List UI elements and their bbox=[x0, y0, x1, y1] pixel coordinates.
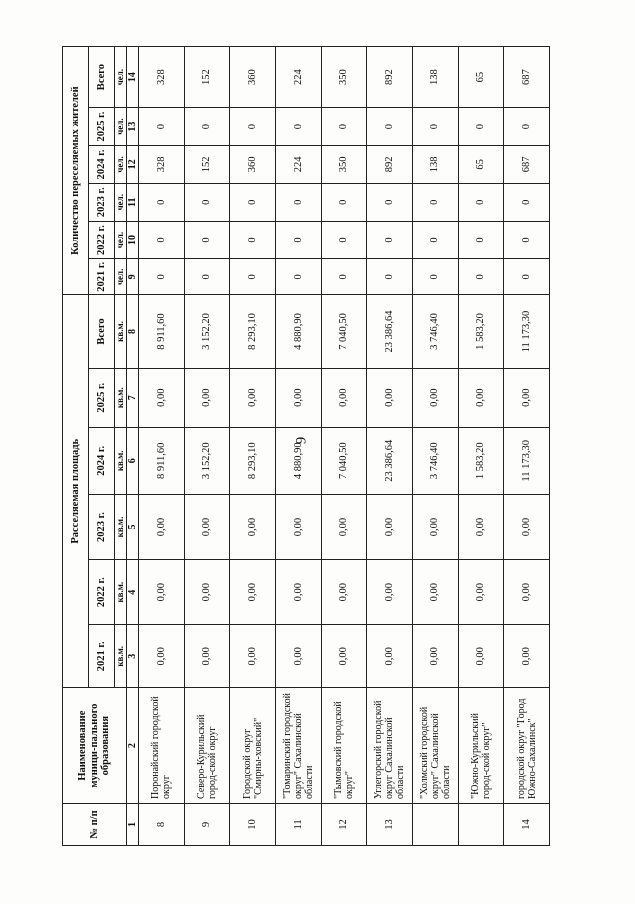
column-index: 6 bbox=[127, 427, 139, 494]
header-no: № п/п bbox=[63, 803, 127, 845]
people-value: 892 bbox=[367, 47, 413, 108]
area-value: 0,00 bbox=[184, 560, 230, 625]
people-value: 0 bbox=[230, 108, 276, 146]
people-value: 0 bbox=[275, 221, 321, 259]
area-value: 1 583,20 bbox=[458, 295, 504, 369]
row-number: 10 bbox=[230, 803, 276, 845]
area-value: 3 746,40 bbox=[412, 295, 458, 369]
column-index: 12 bbox=[127, 145, 139, 183]
table-row bbox=[230, 47, 276, 846]
people-value: 360 bbox=[230, 47, 276, 108]
area-value: 3 152,20 bbox=[184, 427, 230, 494]
header-area-year: 2023 г. bbox=[89, 494, 115, 559]
area-value: 11 173,30 bbox=[504, 295, 550, 369]
area-value: 0,00 bbox=[275, 560, 321, 625]
area-value: 0,00 bbox=[139, 625, 185, 688]
area-value: 0,00 bbox=[367, 368, 413, 427]
area-value: 0,00 bbox=[458, 368, 504, 427]
column-index: 3 bbox=[127, 625, 139, 688]
area-value: 7 040,50 bbox=[321, 427, 367, 494]
area-value: 0,00 bbox=[412, 560, 458, 625]
header-area-unit: кв.м. bbox=[115, 368, 127, 427]
people-value: 0 bbox=[367, 183, 413, 221]
area-value: 3 746,40 bbox=[412, 427, 458, 494]
column-index: 7 bbox=[127, 368, 139, 427]
row-number bbox=[412, 803, 458, 845]
municipality-name: Поронайский городской округ bbox=[139, 688, 185, 804]
people-value: 0 bbox=[367, 259, 413, 295]
people-value: 0 bbox=[275, 108, 321, 146]
people-value: 0 bbox=[504, 221, 550, 259]
people-value: 0 bbox=[367, 108, 413, 146]
area-value: 0,00 bbox=[275, 625, 321, 688]
people-value: 328 bbox=[139, 145, 185, 183]
column-index: 4 bbox=[127, 560, 139, 625]
area-value: 0,00 bbox=[367, 560, 413, 625]
column-index: 2 bbox=[127, 688, 139, 804]
people-value: 0 bbox=[139, 221, 185, 259]
header-area-unit: кв.м. bbox=[115, 494, 127, 559]
area-value: 0,00 bbox=[504, 368, 550, 427]
area-value: 0,00 bbox=[139, 560, 185, 625]
area-value: 0,00 bbox=[230, 494, 276, 559]
people-value: 0 bbox=[458, 108, 504, 146]
municipality-name: "Тымовский городской округ" bbox=[321, 688, 367, 804]
area-value: 0,00 bbox=[321, 625, 367, 688]
people-value: 0 bbox=[321, 183, 367, 221]
header-area-unit: кв.м. bbox=[115, 295, 127, 369]
people-value: 138 bbox=[412, 47, 458, 108]
table-row bbox=[321, 47, 367, 846]
people-value: 0 bbox=[321, 108, 367, 146]
area-value: 0,00 bbox=[367, 625, 413, 688]
people-value: 0 bbox=[412, 221, 458, 259]
people-value: 152 bbox=[184, 145, 230, 183]
people-value: 224 bbox=[275, 145, 321, 183]
people-value: 0 bbox=[412, 183, 458, 221]
header-people-year: 2023 г. bbox=[89, 183, 115, 221]
people-value: 0 bbox=[458, 183, 504, 221]
area-value: 0,00 bbox=[230, 560, 276, 625]
people-value: 0 bbox=[458, 259, 504, 295]
header-people-unit: чел. bbox=[115, 47, 127, 108]
people-value: 0 bbox=[230, 221, 276, 259]
people-value: 0 bbox=[139, 259, 185, 295]
column-index: 1 bbox=[127, 803, 139, 845]
page-number: 9 bbox=[293, 436, 310, 445]
header-people-year: Всего bbox=[89, 47, 115, 108]
header-people-unit: чел. bbox=[115, 108, 127, 146]
people-value: 360 bbox=[230, 145, 276, 183]
people-value: 350 bbox=[321, 47, 367, 108]
area-value: 0,00 bbox=[230, 625, 276, 688]
municipality-name: Городской округ "Смирны-ховский" bbox=[230, 688, 276, 804]
people-value: 0 bbox=[321, 221, 367, 259]
header-people-group: Количество переселяемых жителей bbox=[63, 47, 89, 295]
area-value: 0,00 bbox=[458, 560, 504, 625]
area-value: 0,00 bbox=[184, 625, 230, 688]
people-value: 65 bbox=[458, 145, 504, 183]
people-value: 0 bbox=[184, 259, 230, 295]
header-area-unit: кв.м. bbox=[115, 625, 127, 688]
people-value: 0 bbox=[504, 183, 550, 221]
column-index: 11 bbox=[127, 183, 139, 221]
area-value: 0,00 bbox=[321, 368, 367, 427]
header-people-unit: чел. bbox=[115, 183, 127, 221]
area-value: 0,00 bbox=[230, 368, 276, 427]
area-value: 8 293,10 bbox=[230, 295, 276, 369]
people-value: 892 bbox=[367, 145, 413, 183]
header-people-year: 2022 г. bbox=[89, 221, 115, 259]
resettlement-table bbox=[62, 46, 550, 846]
area-value: 0,00 bbox=[184, 368, 230, 427]
table-row bbox=[412, 47, 458, 846]
people-value: 0 bbox=[412, 108, 458, 146]
area-value: 0,00 bbox=[458, 625, 504, 688]
people-value: 0 bbox=[230, 183, 276, 221]
header-area-unit: кв.м. bbox=[115, 427, 127, 494]
people-value: 350 bbox=[321, 145, 367, 183]
row-number: 13 bbox=[367, 803, 413, 845]
people-value: 328 bbox=[139, 47, 185, 108]
table-row bbox=[139, 47, 185, 846]
table-row bbox=[458, 47, 504, 846]
area-value: 0,00 bbox=[321, 494, 367, 559]
people-value: 0 bbox=[139, 108, 185, 146]
people-value: 138 bbox=[412, 145, 458, 183]
table-row bbox=[275, 47, 321, 846]
column-index: 8 bbox=[127, 295, 139, 369]
people-value: 687 bbox=[504, 145, 550, 183]
people-value: 0 bbox=[504, 259, 550, 295]
area-value: 0,00 bbox=[321, 560, 367, 625]
people-value: 152 bbox=[184, 47, 230, 108]
area-value: 4 880,90 bbox=[275, 427, 321, 494]
people-value: 65 bbox=[458, 47, 504, 108]
area-value: 0,00 bbox=[275, 368, 321, 427]
area-value: 7 040,50 bbox=[321, 295, 367, 369]
area-value: 0,00 bbox=[139, 368, 185, 427]
municipality-name: "Томаринский городской округ" Сахалинской области bbox=[275, 688, 321, 804]
area-value: 3 152,20 bbox=[184, 295, 230, 369]
people-value: 687 bbox=[504, 47, 550, 108]
municipality-name: Углегорский городской округ Сахалинской области bbox=[367, 688, 413, 804]
municipality-name: городской округ "Город Южно-Сахалинск" bbox=[504, 688, 550, 804]
area-value: 8 911,60 bbox=[139, 295, 185, 369]
area-value: 0,00 bbox=[367, 494, 413, 559]
area-value: 0,00 bbox=[275, 494, 321, 559]
column-index: 14 bbox=[127, 47, 139, 108]
people-value: 224 bbox=[275, 47, 321, 108]
header-people-year: 2025 г. bbox=[89, 108, 115, 146]
people-value: 0 bbox=[504, 108, 550, 146]
table-row bbox=[504, 47, 550, 846]
area-value: 0,00 bbox=[504, 625, 550, 688]
header-people-year: 2024 г. bbox=[89, 145, 115, 183]
area-value: 8 293,10 bbox=[230, 427, 276, 494]
header-people-unit: чел. bbox=[115, 259, 127, 295]
header-people-year: 2021 г. bbox=[89, 259, 115, 295]
area-value: 0,00 bbox=[504, 494, 550, 559]
header-area-year: 2022 г. bbox=[89, 560, 115, 625]
people-value: 0 bbox=[275, 259, 321, 295]
people-value: 0 bbox=[321, 259, 367, 295]
people-value: 0 bbox=[184, 183, 230, 221]
table-row bbox=[184, 47, 230, 846]
header-people-unit: чел. bbox=[115, 145, 127, 183]
column-index: 9 bbox=[127, 259, 139, 295]
area-value: 0,00 bbox=[504, 560, 550, 625]
header-area-unit: кв.м. bbox=[115, 560, 127, 625]
header-people-unit: чел. bbox=[115, 221, 127, 259]
row-number: 11 bbox=[275, 803, 321, 845]
area-value: 4 880,90 bbox=[275, 295, 321, 369]
municipality-name: "Южно-Курильский город-ской округ" bbox=[458, 688, 504, 804]
column-index: 10 bbox=[127, 221, 139, 259]
header-area-year: Всего bbox=[89, 295, 115, 369]
area-value: 0,00 bbox=[139, 494, 185, 559]
people-value: 0 bbox=[184, 108, 230, 146]
column-index: 13 bbox=[127, 108, 139, 146]
header-area-year: 2025 г. bbox=[89, 368, 115, 427]
area-value: 0,00 bbox=[412, 368, 458, 427]
area-value: 0,00 bbox=[458, 494, 504, 559]
area-value: 23 386,64 bbox=[367, 295, 413, 369]
header-area-year: 2021 г. bbox=[89, 625, 115, 688]
area-value: 0,00 bbox=[184, 494, 230, 559]
area-value: 0,00 bbox=[412, 625, 458, 688]
row-number: 9 bbox=[184, 803, 230, 845]
municipality-name: "Холмский городской округ" Сахалинской области bbox=[412, 688, 458, 804]
table-row bbox=[367, 47, 413, 846]
people-value: 0 bbox=[367, 221, 413, 259]
area-value: 8 911,60 bbox=[139, 427, 185, 494]
column-index: 5 bbox=[127, 494, 139, 559]
header-area-group: Расселяемая площадь bbox=[63, 295, 89, 688]
area-value: 23 386,64 bbox=[367, 427, 413, 494]
area-value: 0,00 bbox=[412, 494, 458, 559]
row-number: 12 bbox=[321, 803, 367, 845]
row-number bbox=[458, 803, 504, 845]
people-value: 0 bbox=[230, 259, 276, 295]
header-name: Наименование муници-пального образования bbox=[63, 688, 127, 804]
area-value: 1 583,20 bbox=[458, 427, 504, 494]
header-area-year: 2024 г. bbox=[89, 427, 115, 494]
people-value: 0 bbox=[139, 183, 185, 221]
municipality-name: Северо-Курильский город-ской округ bbox=[184, 688, 230, 804]
people-value: 0 bbox=[412, 259, 458, 295]
row-number: 14 bbox=[504, 803, 550, 845]
people-value: 0 bbox=[275, 183, 321, 221]
rotated-table-container bbox=[62, 46, 550, 846]
row-number: 8 bbox=[139, 803, 185, 845]
people-value: 0 bbox=[184, 221, 230, 259]
area-value: 11 173,30 bbox=[504, 427, 550, 494]
people-value: 0 bbox=[458, 221, 504, 259]
